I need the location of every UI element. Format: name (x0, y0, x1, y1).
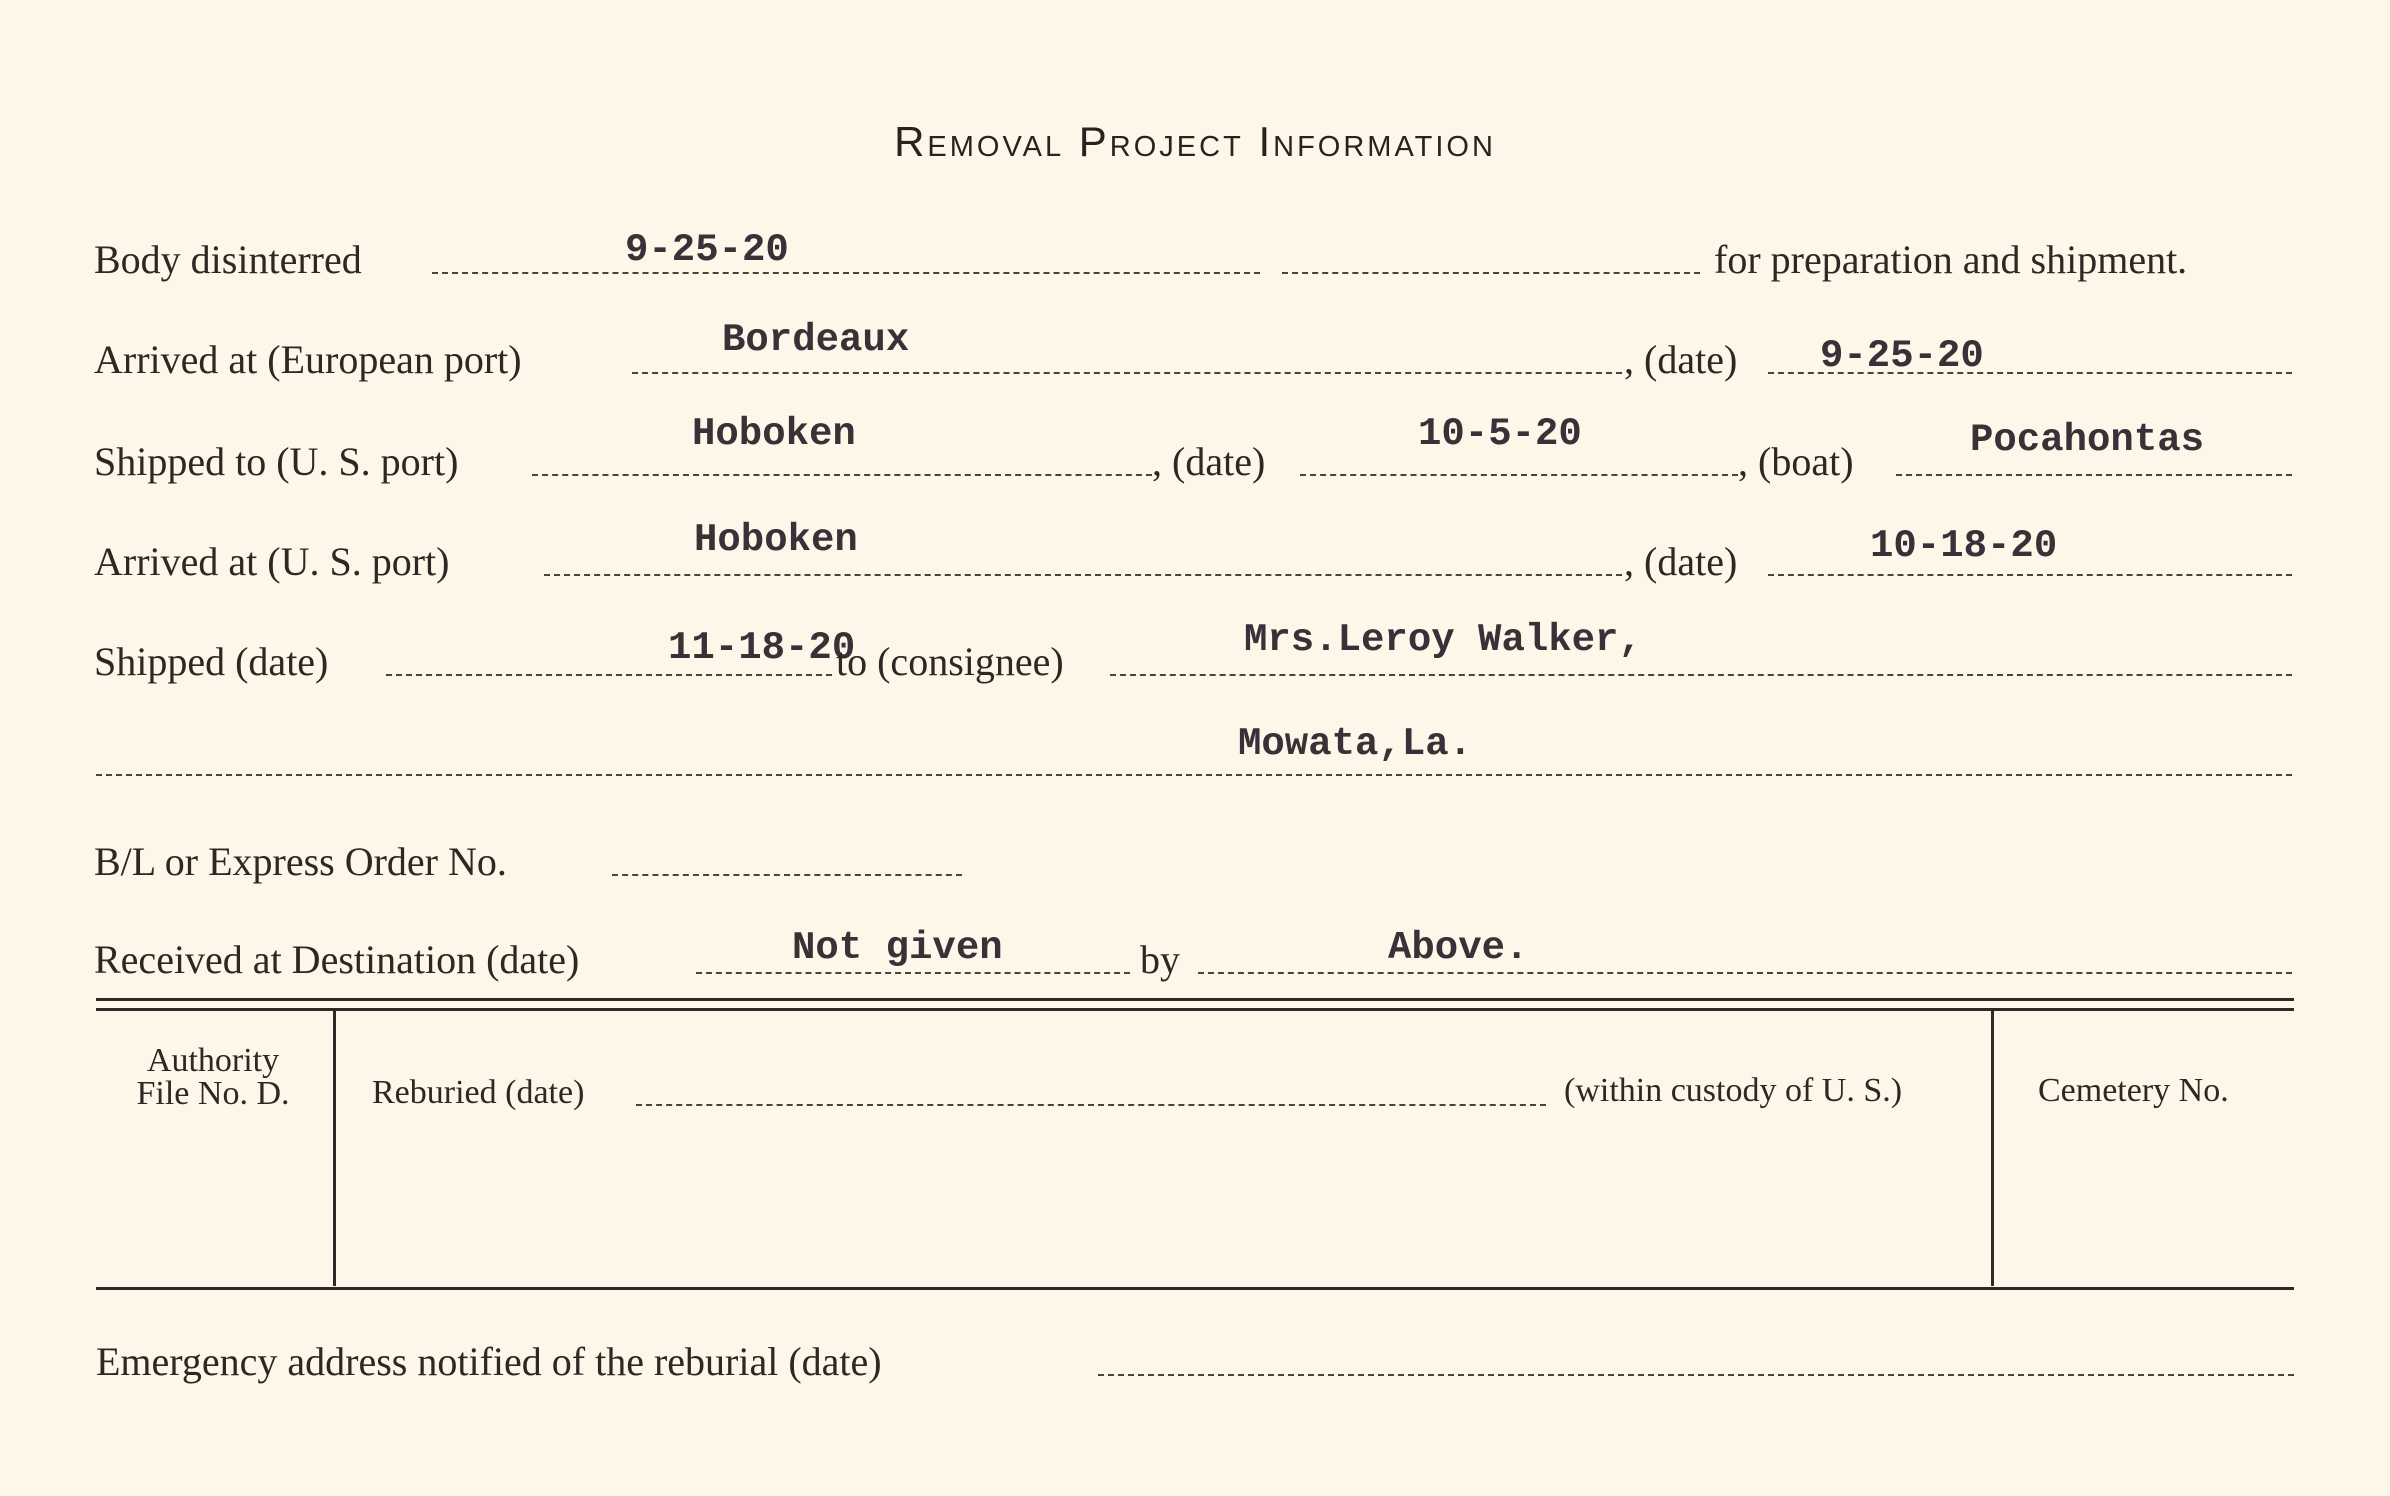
shipped-date-line (386, 674, 832, 676)
arrived-us-line (544, 574, 1622, 576)
body-disinterred-label: Body disinterred (94, 237, 362, 282)
table-bottom-rule (96, 1287, 2294, 1290)
shipped-to-boat-line (1896, 474, 2292, 476)
shipped-to-line (532, 474, 1152, 476)
body-disinterred-suffix: for preparation and shipment. (1714, 237, 2188, 282)
shipped-date-label: Shipped (date) (94, 639, 329, 684)
arrived-us-value: Hoboken (694, 518, 858, 562)
custody-label: (within custody of U. S.) (1564, 1072, 1903, 1109)
arrived-european-label: Arrived at (European port) (94, 337, 522, 382)
double-rule-bottom (96, 1008, 2294, 1011)
double-rule-top (96, 998, 2294, 1001)
shipped-to-value: Hoboken (692, 412, 856, 456)
bl-order-label: B/L or Express Order No. (94, 839, 507, 884)
arrived-us-date-line (1768, 574, 2292, 576)
table-divider-left (333, 1010, 336, 1286)
reburied-line (636, 1104, 1546, 1106)
emergency-line (1098, 1374, 2294, 1376)
arrived-european-value: Bordeaux (722, 318, 910, 362)
shipped-date-value: 11-18-20 (668, 626, 856, 670)
consignee-address: Mowata,La. (1238, 722, 1473, 766)
consignee-label: to (consignee) (836, 639, 1064, 684)
received-label: Received at Destination (date) (94, 937, 580, 982)
arrived-european-line (632, 372, 1622, 374)
arrived-european-date-label: , (date) (1624, 337, 1738, 382)
received-line (696, 972, 1130, 974)
arrived-us-date-value: 10-18-20 (1870, 524, 2058, 568)
shipped-to-date-value: 10-5-20 (1418, 412, 1582, 456)
cemetery-label: Cemetery No. (2038, 1072, 2229, 1109)
card-title: Removal Project Information (894, 118, 1496, 165)
arrived-us-date-label: , (date) (1624, 539, 1738, 584)
body-disinterred-line (432, 272, 1260, 274)
received-by-line (1198, 972, 2292, 974)
received-by-label: by (1140, 937, 1180, 982)
shipped-to-boat-value: Pocahontas (1970, 418, 2205, 462)
table-divider-right (1991, 1010, 1994, 1286)
body-disinterred-line-2 (1282, 272, 1700, 274)
file-no-label: File No. D. (136, 1075, 290, 1112)
bl-order-line (612, 874, 962, 876)
arrived-us-label: Arrived at (U. S. port) (94, 539, 450, 584)
consignee-line (1110, 674, 2292, 676)
shipped-to-label: Shipped to (U. S. port) (94, 439, 459, 484)
authority-label: Authority (146, 1042, 280, 1079)
shipped-to-boat-label: , (boat) (1738, 439, 1854, 484)
received-by-value: Above. (1388, 926, 1529, 970)
emergency-label: Emergency address notified of the reburial (date) (96, 1339, 882, 1384)
body-disinterred-value: 9-25-20 (625, 228, 789, 272)
shipped-to-date-line (1300, 474, 1738, 476)
arrived-european-date-value: 9-25-20 (1820, 334, 1984, 378)
reburied-label: Reburied (date) (372, 1074, 585, 1111)
consignee-name: Mrs.Leroy Walker, (1244, 618, 1642, 662)
received-value: Not given (792, 926, 1003, 970)
consignee-address-line (96, 774, 2292, 776)
shipped-to-date-label: , (date) (1152, 439, 1266, 484)
